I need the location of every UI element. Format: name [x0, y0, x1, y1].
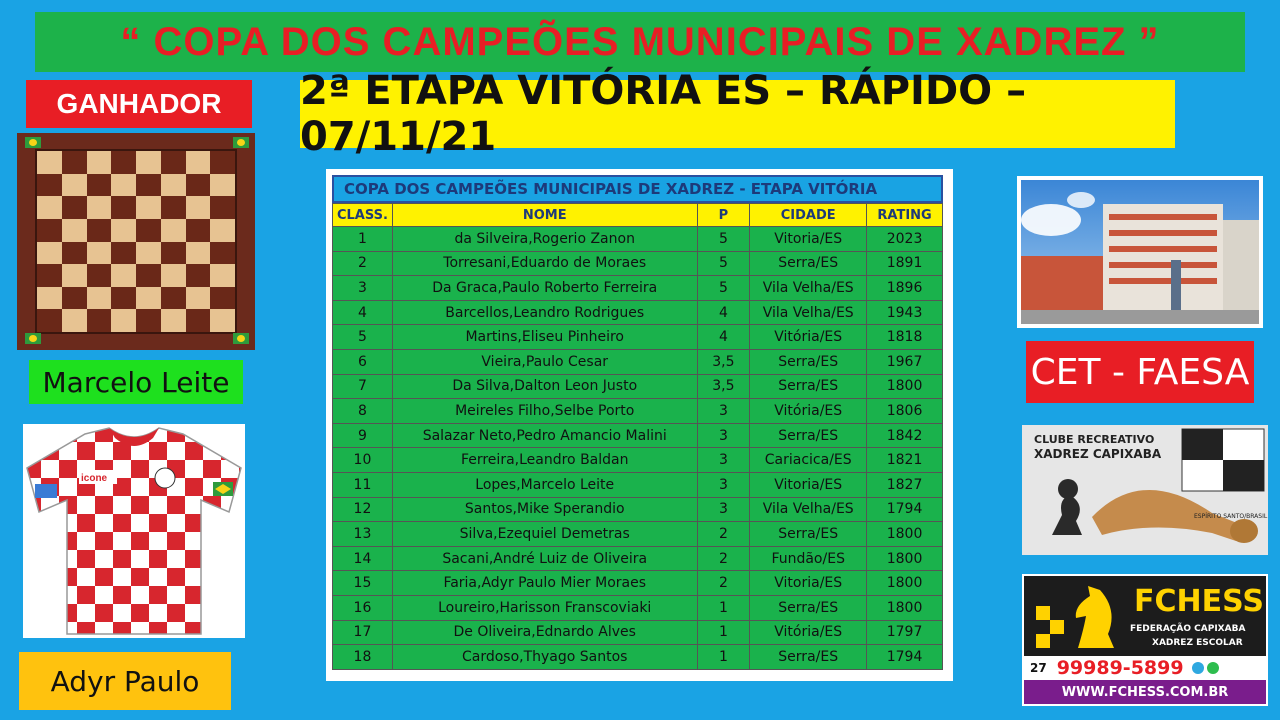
fchess-logo — [1022, 574, 1268, 706]
cell-rating: 1800 — [867, 571, 943, 596]
board-square — [161, 287, 186, 310]
cell-points: 3 — [697, 472, 750, 497]
board-square — [186, 309, 211, 332]
board-square — [111, 151, 136, 174]
cell-city: Serra/ES — [750, 374, 867, 399]
venue-name: CET - FAESA — [1030, 351, 1250, 393]
cell-city: Cariacica/ES — [750, 448, 867, 473]
cell-points: 1 — [697, 595, 750, 620]
table-row — [333, 645, 943, 670]
knight-icon — [1028, 576, 1128, 656]
jersey-icon — [23, 424, 245, 638]
cell-class: 10 — [333, 448, 393, 473]
cell-class: 15 — [333, 571, 393, 596]
cell-name: Martins,Eliseu Pinheiro — [392, 325, 697, 350]
table-row — [333, 349, 943, 374]
cell-city: Vitória/ES — [750, 620, 867, 645]
table-row — [333, 448, 943, 473]
board-square — [37, 309, 62, 332]
board-square — [210, 264, 235, 287]
club-logo — [1022, 425, 1268, 555]
fchess-header — [1024, 576, 1266, 656]
cell-class: 13 — [333, 522, 393, 547]
winner-name: Marcelo Leite — [42, 365, 230, 399]
table-row — [333, 227, 943, 252]
cell-rating: 1800 — [867, 546, 943, 571]
cell-rating: 2023 — [867, 227, 943, 252]
cell-city: Vitoria/ES — [750, 472, 867, 497]
fchess-url-bar — [1024, 680, 1266, 704]
cell-city: Serra/ES — [750, 522, 867, 547]
cell-rating: 1800 — [867, 522, 943, 547]
cell-points: 3 — [697, 448, 750, 473]
cell-city: Vitoria/ES — [750, 571, 867, 596]
board-square — [111, 287, 136, 310]
flag-icon — [25, 137, 41, 148]
cell-points: 3 — [697, 423, 750, 448]
board-square — [186, 174, 211, 197]
cell-class: 4 — [333, 300, 393, 325]
board-square — [136, 287, 161, 310]
board-square — [210, 174, 235, 197]
board-square — [62, 196, 87, 219]
cell-name: Sacani,André Luiz de Oliveira — [392, 546, 697, 571]
col-name-header: NOME — [392, 204, 697, 227]
board-square — [161, 151, 186, 174]
board-square — [87, 309, 112, 332]
club-title: CLUBE RECREATIVO — [1034, 433, 1155, 446]
cell-class: 18 — [333, 645, 393, 670]
cell-class: 3 — [333, 276, 393, 301]
table-row — [333, 595, 943, 620]
board-square — [136, 309, 161, 332]
cell-city: Vitoria/ES — [750, 227, 867, 252]
board-square — [37, 196, 62, 219]
board-square — [136, 264, 161, 287]
cell-rating: 1891 — [867, 251, 943, 276]
cell-name: Da Graca,Paulo Roberto Ferreira — [392, 276, 697, 301]
table-row — [333, 300, 943, 325]
winner-label-box — [26, 80, 252, 128]
table-row — [333, 472, 943, 497]
cell-class: 16 — [333, 595, 393, 620]
board-square — [87, 242, 112, 265]
board-square — [37, 151, 62, 174]
phone-number: 99989-5899 — [1056, 657, 1184, 679]
fchess-phone-row — [1024, 656, 1266, 680]
board-square — [62, 174, 87, 197]
board-square — [87, 287, 112, 310]
cell-points: 1 — [697, 645, 750, 670]
jersey-image — [23, 424, 245, 638]
cell-class: 12 — [333, 497, 393, 522]
cell-points: 2 — [697, 571, 750, 596]
fchess-name: FCHESS — [1134, 584, 1264, 619]
board-square — [37, 174, 62, 197]
board-square — [87, 264, 112, 287]
fchess-subtitle-1: FEDERAÇÃO CAPIXABA — [1130, 624, 1246, 634]
board-square — [111, 219, 136, 242]
chessboard-grid — [35, 149, 237, 334]
cell-name: Vieira,Paulo Cesar — [392, 349, 697, 374]
chess-pieces-icon — [1022, 425, 1268, 555]
cell-rating: 1806 — [867, 399, 943, 424]
board-square — [136, 242, 161, 265]
board-square — [37, 242, 62, 265]
board-square — [161, 309, 186, 332]
cell-name: Loureiro,Harisson Franscoviaki — [392, 595, 697, 620]
event-title-banner — [35, 12, 1245, 72]
cell-points: 1 — [697, 620, 750, 645]
table-row — [333, 620, 943, 645]
phone-icon — [1192, 662, 1204, 674]
chessboard-image — [17, 133, 255, 350]
board-square — [161, 174, 186, 197]
board-square — [62, 287, 87, 310]
board-square — [210, 242, 235, 265]
cell-city: Serra/ES — [750, 349, 867, 374]
cell-class: 11 — [333, 472, 393, 497]
cell-points: 3,5 — [697, 349, 750, 374]
board-square — [37, 264, 62, 287]
cell-rating: 1821 — [867, 448, 943, 473]
board-square — [87, 219, 112, 242]
table-row — [333, 399, 943, 424]
cell-city: Vitória/ES — [750, 399, 867, 424]
club-state: ESPÍRITO SANTO/BRASIL — [1194, 513, 1268, 520]
table-row — [333, 276, 943, 301]
board-square — [62, 264, 87, 287]
cell-points: 4 — [697, 325, 750, 350]
cell-class: 2 — [333, 251, 393, 276]
board-square — [136, 196, 161, 219]
cell-name: Silva,Ezequiel Demetras — [392, 522, 697, 547]
board-square — [186, 196, 211, 219]
cell-class: 14 — [333, 546, 393, 571]
fchess-subtitle-2: XADREZ ESCOLAR — [1152, 638, 1243, 648]
board-square — [186, 242, 211, 265]
stage-banner — [300, 68, 1175, 160]
event-title: “ COPA DOS CAMPEÕES MUNICIPAIS DE XADREZ ” — [120, 19, 1160, 64]
board-square — [111, 174, 136, 197]
table-row — [333, 374, 943, 399]
table-row — [333, 546, 943, 571]
building-photo-sky — [1021, 180, 1259, 324]
cell-name: Ferreira,Leandro Baldan — [392, 448, 697, 473]
results-table-title: COPA DOS CAMPEÕES MUNICIPAIS DE XADREZ - ETAPA VITÓRIA — [344, 180, 878, 198]
cell-points: 3,5 — [697, 374, 750, 399]
table-row — [333, 325, 943, 350]
cell-rating: 1797 — [867, 620, 943, 645]
board-square — [62, 309, 87, 332]
cell-rating: 1800 — [867, 374, 943, 399]
board-square — [210, 151, 235, 174]
cell-rating: 1800 — [867, 595, 943, 620]
board-square — [111, 196, 136, 219]
cell-points: 4 — [697, 300, 750, 325]
board-square — [161, 219, 186, 242]
table-row — [333, 497, 943, 522]
cell-class: 6 — [333, 349, 393, 374]
board-square — [161, 196, 186, 219]
cell-rating: 1967 — [867, 349, 943, 374]
cell-city: Serra/ES — [750, 251, 867, 276]
board-square — [161, 242, 186, 265]
col-points-header: P — [697, 204, 750, 227]
club-subtitle: XADREZ CAPIXABA — [1034, 447, 1162, 461]
board-square — [62, 242, 87, 265]
cell-points: 2 — [697, 522, 750, 547]
stage-title: 2ª ETAPA VITÓRIA ES – RÁPIDO – 07/11/21 — [300, 68, 1027, 160]
winner-label: GANHADOR — [56, 88, 222, 119]
table-row — [333, 522, 943, 547]
cell-class: 8 — [333, 399, 393, 424]
cell-city: Fundão/ES — [750, 546, 867, 571]
cell-name: Torresani,Eduardo de Moraes — [392, 251, 697, 276]
whatsapp-icon — [1207, 662, 1219, 674]
venue-box — [1026, 341, 1254, 403]
cell-city: Vila Velha/ES — [750, 497, 867, 522]
board-square — [210, 219, 235, 242]
board-square — [87, 196, 112, 219]
cell-name: Meireles Filho,Selbe Porto — [392, 399, 697, 424]
cell-name: Da Silva,Dalton Leon Justo — [392, 374, 697, 399]
results-table-header — [333, 204, 943, 227]
cell-name: Faria,Adyr Paulo Mier Moraes — [392, 571, 697, 596]
board-square — [111, 264, 136, 287]
cell-rating: 1896 — [867, 276, 943, 301]
winner-name-box — [29, 360, 243, 404]
cell-rating: 1943 — [867, 300, 943, 325]
cell-class: 9 — [333, 423, 393, 448]
cell-points: 5 — [697, 276, 750, 301]
cell-class: 5 — [333, 325, 393, 350]
board-square — [37, 219, 62, 242]
building-icon — [1021, 180, 1259, 324]
results-table-title-box — [332, 175, 943, 203]
cell-points: 2 — [697, 546, 750, 571]
board-square — [161, 264, 186, 287]
cell-name: da Silveira,Rogerio Zanon — [392, 227, 697, 252]
board-square — [111, 309, 136, 332]
board-square — [186, 151, 211, 174]
second-name-box — [19, 652, 231, 710]
second-name: Adyr Paulo — [50, 664, 200, 698]
cell-name: Barcellos,Leandro Rodrigues — [392, 300, 697, 325]
results-table-panel — [326, 169, 953, 681]
cell-city: Serra/ES — [750, 595, 867, 620]
cell-name: Cardoso,Thyago Santos — [392, 645, 697, 670]
cell-class: 17 — [333, 620, 393, 645]
board-square — [62, 151, 87, 174]
board-square — [111, 242, 136, 265]
flag-icon — [233, 333, 249, 344]
board-square — [186, 264, 211, 287]
col-city-header: CIDADE — [750, 204, 867, 227]
board-square — [87, 174, 112, 197]
phone-area-code: 27 — [1030, 661, 1047, 675]
table-row — [333, 251, 943, 276]
cell-name: Salazar Neto,Pedro Amancio Malini — [392, 423, 697, 448]
cell-points: 5 — [697, 251, 750, 276]
cell-rating: 1818 — [867, 325, 943, 350]
flag-icon — [233, 137, 249, 148]
table-row — [333, 423, 943, 448]
shirt-brand: icone — [81, 473, 108, 484]
board-square — [186, 219, 211, 242]
col-class-header: CLASS. — [333, 204, 393, 227]
results-table — [332, 203, 943, 670]
board-square — [210, 196, 235, 219]
board-square — [210, 287, 235, 310]
flag-icon — [25, 333, 41, 344]
cell-rating: 1842 — [867, 423, 943, 448]
cell-rating: 1827 — [867, 472, 943, 497]
board-square — [210, 309, 235, 332]
cell-city: Vitória/ES — [750, 325, 867, 350]
board-square — [37, 287, 62, 310]
cell-city: Serra/ES — [750, 423, 867, 448]
cell-city: Vila Velha/ES — [750, 276, 867, 301]
cell-city: Vila Velha/ES — [750, 300, 867, 325]
board-square — [87, 151, 112, 174]
cell-points: 5 — [697, 227, 750, 252]
board-square — [62, 219, 87, 242]
cell-name: Santos,Mike Sperandio — [392, 497, 697, 522]
cell-rating: 1794 — [867, 497, 943, 522]
cell-class: 1 — [333, 227, 393, 252]
cell-rating: 1794 — [867, 645, 943, 670]
table-row — [333, 571, 943, 596]
fchess-url[interactable]: WWW.FCHESS.COM.BR — [1061, 684, 1229, 700]
board-square — [186, 287, 211, 310]
board-square — [136, 174, 161, 197]
board-square — [136, 219, 161, 242]
board-square — [136, 151, 161, 174]
cell-name: De Oliveira,Ednardo Alves — [392, 620, 697, 645]
cell-name: Lopes,Marcelo Leite — [392, 472, 697, 497]
cell-points: 3 — [697, 399, 750, 424]
cell-points: 3 — [697, 497, 750, 522]
cell-city: Serra/ES — [750, 645, 867, 670]
cell-class: 7 — [333, 374, 393, 399]
col-rating-header: RATING — [867, 204, 943, 227]
building-photo — [1017, 176, 1263, 328]
